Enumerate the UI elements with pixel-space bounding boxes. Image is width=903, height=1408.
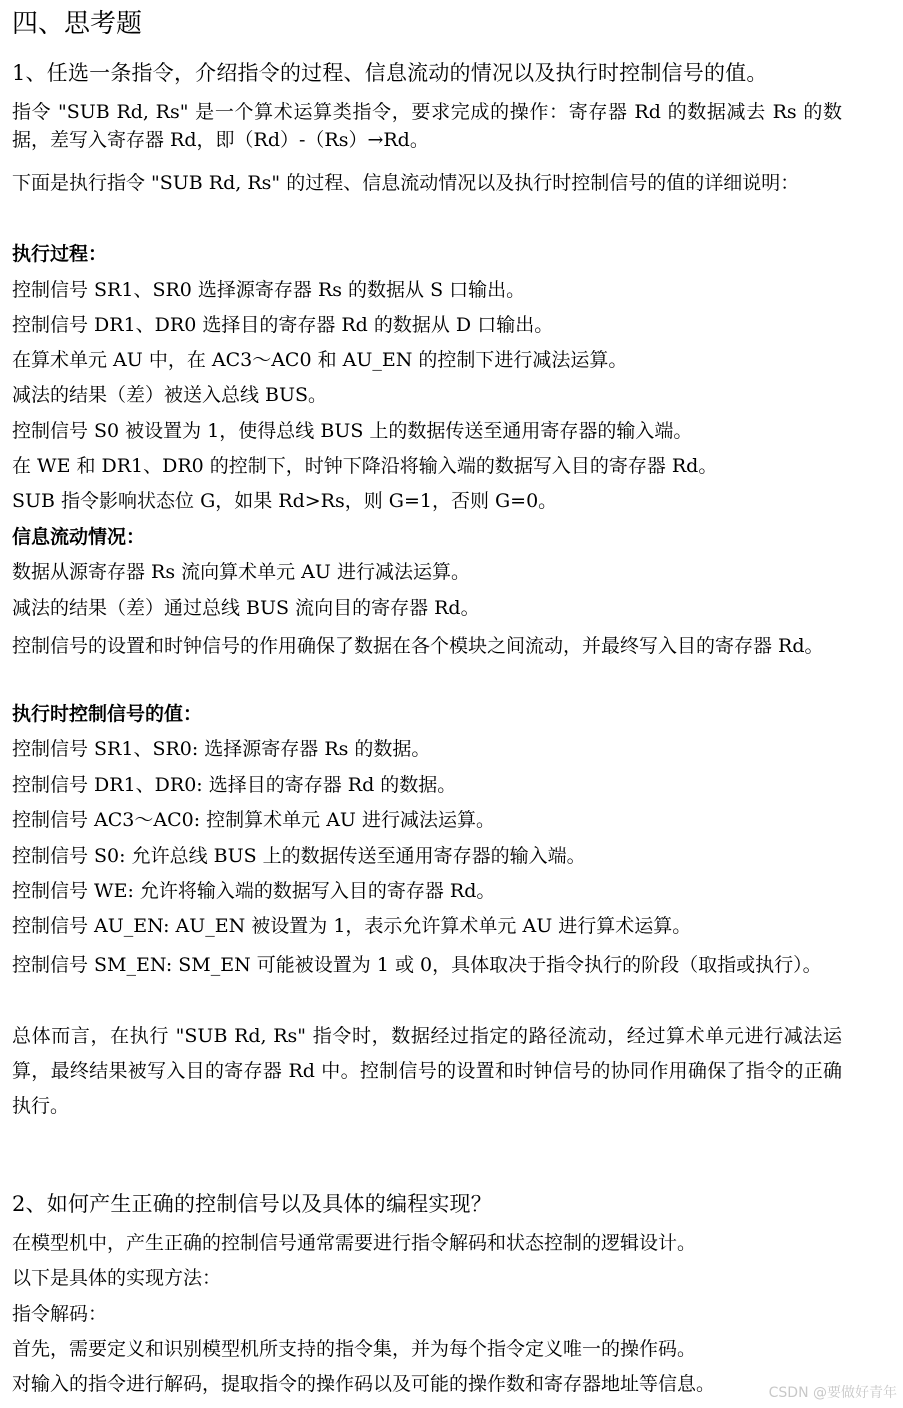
signals-heading: 执行时控制信号的值： <box>12 703 203 725</box>
exec-step: 控制信号 S0 被设置为 1，使得总线 BUS 上的数据传送至通用寄存器的输入端。 <box>12 420 693 442</box>
exec-step: 控制信号 SR1、SR0 选择源寄存器 Rs 的数据从 S 口输出。 <box>12 279 526 301</box>
exec-step: 在 WE 和 DR1、DR0 的控制下，时钟下降沿将输入端的数据写入目的寄存器 Rd。 <box>12 455 718 477</box>
q1-intro-1: 指令 "SUB Rd, Rs" 是一个算术运算类指令，要求完成的操作：寄存器 Rd 的数据减去 Rs 的数据，差写入寄存器 Rd，即（Rd）-（Rs）→Rd。 <box>12 101 842 151</box>
q1-intro-2: 下面是执行指令 "SUB Rd, Rs" 的过程、信息流动情况以及执行时控制信号的值的详细说明： <box>12 172 800 194</box>
signal-item: 控制信号 SM_EN: SM_EN 可能被设置为 1 或 0，具体取决于指令执行的阶段（取指或执行）。 <box>12 954 822 976</box>
exec-step: SUB 指令影响状态位 G，如果 Rd>Rs，则 G=1，否则 G=0。 <box>12 490 558 512</box>
signal-item: 控制信号 S0: 允许总线 BUS 上的数据传送至通用寄存器的输入端。 <box>12 845 586 867</box>
signal-item: 控制信号 WE: 允许将输入端的数据写入目的寄存器 Rd。 <box>12 880 496 902</box>
exec-step: 控制信号 DR1、DR0 选择目的寄存器 Rd 的数据从 D 口输出。 <box>12 314 554 336</box>
signal-item: 控制信号 AU_EN: AU_EN 被设置为 1，表示允许算术单元 AU 进行算术运算。 <box>12 915 692 937</box>
section-title: 四、思考题 <box>12 9 143 39</box>
flow-item: 减法的结果（差）通过总线 BUS 流向目的寄存器 Rd。 <box>12 597 480 619</box>
exec-heading: 执行过程： <box>12 243 108 265</box>
q2-line: 对输入的指令进行解码，提取指令的操作码以及可能的操作数和寄存器地址等信息。 <box>12 1373 716 1395</box>
watermark: CSDN @要做好青年 <box>768 1385 897 1401</box>
exec-step: 在算术单元 AU 中，在 AC3～AC0 和 AU_EN 的控制下进行减法运算。 <box>12 349 628 371</box>
flow-heading: 信息流动情况： <box>12 526 146 548</box>
question-2-title: 2、如何产生正确的控制信号以及具体的编程实现？ <box>12 1192 492 1216</box>
q2-line: 首先，需要定义和识别模型机所支持的指令集，并为每个指令定义唯一的操作码。 <box>12 1338 697 1360</box>
flow-item: 控制信号的设置和时钟信号的作用确保了数据在各个模块之间流动，并最终写入目的寄存器 Rd。 <box>12 635 824 657</box>
signal-item: 控制信号 SR1、SR0: 选择源寄存器 Rs 的数据。 <box>12 738 431 760</box>
signal-item: 控制信号 AC3～AC0: 控制算术单元 AU 进行减法运算。 <box>12 809 495 831</box>
q2-line: 以下是具体的实现方法： <box>12 1267 222 1289</box>
signal-item: 控制信号 DR1、DR0: 选择目的寄存器 Rd 的数据。 <box>12 774 457 796</box>
q1-summary: 总体而言，在执行 "SUB Rd, Rs" 指令时，数据经过指定的路径流动，经过算术单元进行减法运算，最终结果被写入目的寄存器 Rd 中。控制信号的设置和时钟信号的协同作用确保了指令的正确执行。 <box>12 1025 842 1117</box>
q2-line: 指令解码： <box>12 1303 108 1325</box>
q2-line: 在模型机中，产生正确的控制信号通常需要进行指令解码和状态控制的逻辑设计。 <box>12 1232 697 1254</box>
flow-item: 数据从源寄存器 Rs 流向算术单元 AU 进行减法运算。 <box>12 561 470 583</box>
exec-step: 减法的结果（差）被送入总线 BUS。 <box>12 384 328 406</box>
question-1-title: 1、任选一条指令，介绍指令的过程、信息流动的情况以及执行时控制信号的值。 <box>12 61 768 85</box>
